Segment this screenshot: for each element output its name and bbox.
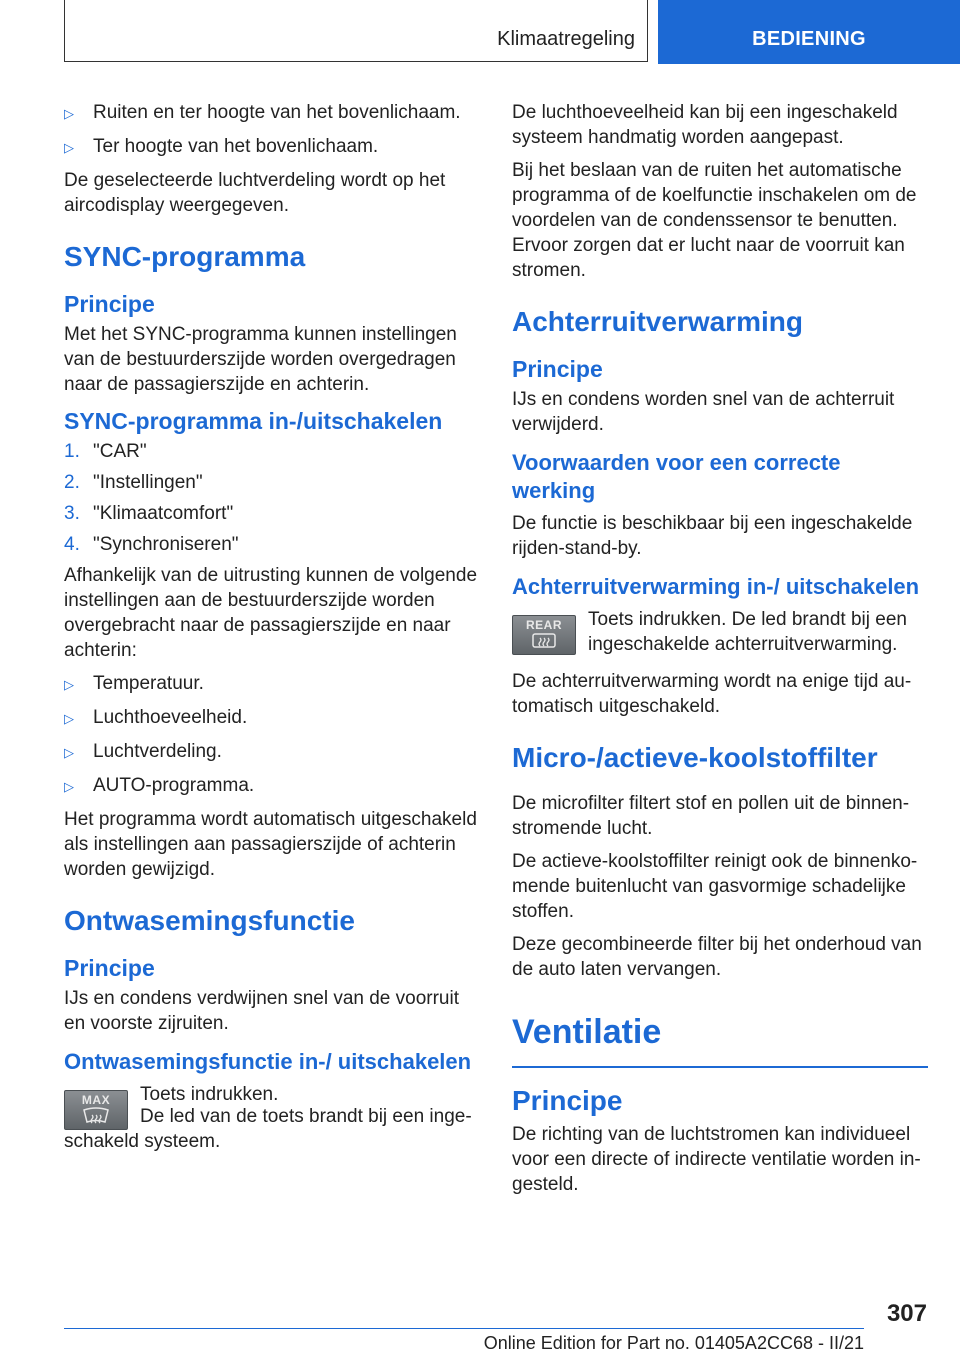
subheading-sync-toggle: SYNC-programma in-/uitschakelen [64, 408, 443, 434]
divider [512, 1066, 928, 1068]
list-item: ▷ AUTO-programma. [64, 773, 480, 799]
header-section-title: Klimaatregeling [497, 28, 635, 50]
chapter-heading-ventilation: Ventilatie [512, 1013, 662, 1051]
left-column [64, 100, 480, 1162]
paragraph: Toets indrukken. [140, 1084, 279, 1105]
paragraph: De geselecteerde luchtverdeling wordt op het aircodisplay weergegeven. [64, 170, 446, 216]
footer-divider [64, 1328, 864, 1329]
header-chapter-tab [658, 0, 960, 64]
list-item: ▷ Luchtverdeling. [64, 739, 480, 765]
paragraph: Afhankelijk van de uitrusting kunnen de volgende instellingen aan de bestuurderszijde worden overgebracht naar de passagierszijde en naar achterin: [64, 565, 478, 661]
triangle-bullet-icon: ▷ [64, 711, 74, 726]
paragraph: De richting van de luchtstromen kan individueel voor een directe of indirecte ventilatie worden ingesteld. [512, 1124, 921, 1195]
paragraph: De functie is beschikbaar bij een ingeschakelde rijden-stand-by. [512, 513, 913, 559]
subheading-principle: Principe [64, 291, 155, 317]
list-item: ▷ Temperatuur. [64, 671, 480, 697]
section-heading-defrost: Ontwasemingsfunctie [64, 905, 355, 936]
step-item: 2. "Instellingen" [64, 472, 203, 493]
paragraph: Het programma wordt automatisch uitgeschakeld als instellingen aan passagierszijde of achterin worden gewijzigd. [64, 809, 477, 880]
paragraph: IJs en condens worden snel van de achterruit verwijderd. [512, 389, 895, 435]
page-header [0, 0, 960, 66]
triangle-bullet-icon: ▷ [64, 779, 74, 794]
paragraph: De luchthoeveelheid kan bij een ingeschakeld systeem handmatig worden aangepast. [512, 102, 898, 148]
paragraph: De achterruitverwarming wordt na enige tijd automatisch uitgeschakeld. [512, 671, 912, 717]
step-item: 3. "Klimaatcomfort" [64, 503, 234, 524]
paragraph: De actieve-koolstoffilter reinigt ook de binnenkomende buitenlucht van gasvormige schadelijke stoffen. [512, 851, 918, 922]
page-number: 307 [886, 1300, 927, 1327]
subheading-conditions: Voorwaarden voor een correcte werking [512, 450, 841, 503]
triangle-bullet-icon: ▷ [64, 106, 74, 121]
list-item: ▷ Ter hoogte van het bovenlichaam. [64, 134, 480, 160]
paragraph: Met het SYNC-programma kunnen instellingen van de bestuurderszijde worden overgedragen naar de passagierszijde en achterin. [64, 324, 457, 395]
paragraph: IJs en condens verdwijnen snel van de voorruit en voorste zijruiten. [64, 988, 460, 1034]
section-heading-rear-heating: Achterruitverwarming [512, 306, 803, 337]
subheading-defrost-toggle: Ontwasemingsfunctie in-/ uitschakelen [64, 1049, 472, 1074]
header-section-box [64, 0, 648, 62]
rear-key-row [512, 607, 928, 665]
rear-defrost-key-icon: REAR [512, 615, 576, 655]
edition-note: Online Edition for Part no. 01405A2CC68 - II/21 [483, 1333, 864, 1353]
subheading-principle: Principe [512, 356, 603, 382]
windshield-heat-icon [81, 1106, 111, 1126]
paragraph: Toets indrukken. De led brandt bij een ingeschakelde achterruitverwarming. [588, 609, 907, 655]
section-heading-sync: SYNC-programma [64, 241, 306, 272]
header-chapter-title: BEDIENING [752, 28, 866, 50]
rear-window-heat-icon [529, 631, 559, 651]
step-item: 1. "CAR" [64, 441, 147, 462]
section-heading-filter: Micro-/actieve-koolstoffilter [512, 742, 878, 773]
paragraph: Bij het beslaan van de ruiten het automatische programma of de koelfunctie inschakelen om de voordelen van de condenssensor te benutten. Ervoor zorgen dat er lucht naar de voorruit kan stromen. [512, 160, 917, 281]
paragraph: De led van de toets brandt bij een ingeschakeld systeem. [64, 1106, 472, 1152]
subheading-rear-toggle: Achterruitverwarming in-/ uitschakelen [512, 574, 920, 599]
paragraph: De microfilter filtert stof en pollen uit de binnenstromende lucht. [512, 793, 910, 839]
right-column [512, 100, 928, 1205]
paragraph: Deze gecombineerde filter bij het onderhoud van de auto laten vervangen. [512, 934, 922, 980]
list-item: ▷ Ruiten en ter hoogte van het bovenlichaam. [64, 100, 480, 126]
subheading-principle: Principe [512, 1085, 623, 1116]
step-item: 4. "Synchroniseren" [64, 534, 239, 555]
subheading-principle: Principe [64, 955, 155, 981]
max-defrost-key-icon: MAX [64, 1090, 128, 1130]
triangle-bullet-icon: ▷ [64, 745, 74, 760]
triangle-bullet-icon: ▷ [64, 677, 74, 692]
list-item: ▷ Luchthoeveelheid. [64, 705, 480, 731]
triangle-bullet-icon: ▷ [64, 140, 74, 155]
